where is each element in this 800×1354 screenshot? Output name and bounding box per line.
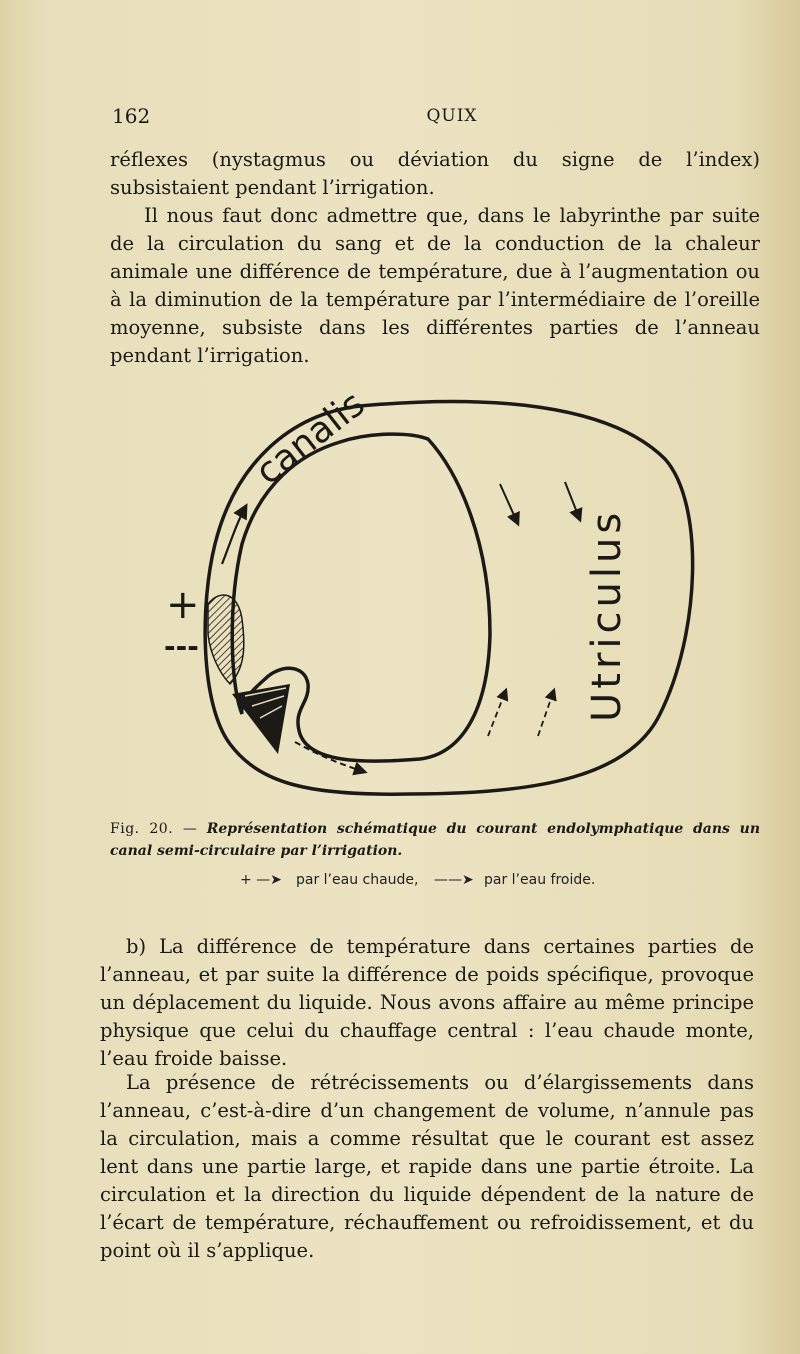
black-wedge [232,684,290,754]
legend-cold-symbol: ——➤ [434,872,474,888]
legend-hot: par l’eau chaude, [296,872,419,888]
figure-legend [240,872,660,894]
hatched-region [208,595,244,684]
running-head [112,104,760,132]
canal-diagram [160,384,720,804]
running-title: QUIX [426,106,478,126]
arrow-up-2 [538,690,554,736]
caption-label: Fig. 20. — [110,821,198,837]
arrow-down-2 [565,482,580,520]
sign-minus: --- [164,630,199,663]
figure-caption [110,818,760,862]
sign-plus: + [166,582,200,628]
legend-cold: par l’eau froide. [484,872,596,888]
figure-semicircular-canal [160,384,720,804]
paragraph-1: réflexes (nystagmus ou déviation du signe de l’index) subsistaient pendant l’irrigation. [110,148,760,199]
arrow-down-1 [500,484,518,524]
page-number: 162 [112,104,151,128]
label-utriculus: Utriculus [584,508,630,722]
paragraph-4: La présence de rétrécissements ou d’élargissements dans l’anneau, c’est-à-dire d’un changement de volume, n’annule pas la circulation, mais a comme résultat que le courant est assez lent dans une partie large, et rapide dans une partie étroite. La circulation et la direction du liquide dépendent de la nature de l’écart de température, réchauffement ou refroidissement, et du point où il s’applique. [100,1071,754,1262]
paragraph-2: Il nous faut donc admettre que, dans le labyrinthe par suite de la circulation du sang et de la conduction de la chaleur animale une différence de température, due à l’augmentation ou à la diminution de la température par l’intermédiaire de l’oreille moyenne, subsiste dans les différentes parties de l’anneau pendant l’irrigation. [110,204,760,367]
caption-text: Représentation schématique du courant endolymphatique dans un canal semi-circulaire par l’irrigation. [110,821,760,859]
paragraph-3: b) La différence de température dans certaines parties de l’anneau, et par suite la différence de poids spécifique, provoque un déplacement du liquide. Nous avons affaire au même principe physique que celui du chauffage central : l’eau chaude monte, l’eau froide baisse. [100,935,754,1070]
label-canalis: canalis [248,384,373,494]
arrow-up-1 [488,690,506,736]
legend-hot-symbol: + —➤ [240,872,282,888]
